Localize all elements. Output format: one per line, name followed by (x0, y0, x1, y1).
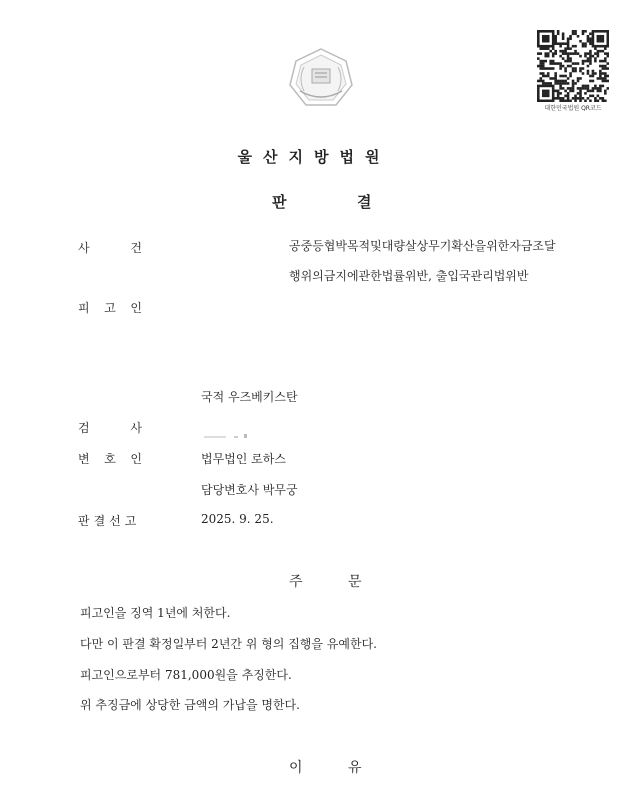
verdict-date-label: 판결선고 (78, 514, 141, 528)
defendant-nationality: 국적 우즈베키스탄 (201, 390, 298, 404)
case-value-line1: 공중등협박목적및대량살상무기확산을위한자금조달 (289, 239, 556, 253)
prosecutor-label: 검 사 (78, 421, 142, 435)
order-line: 위 추징금에 상당한 금액의 가납을 명한다. (80, 698, 300, 712)
court-name: 울산지방법원 (237, 148, 391, 166)
reason-heading-right: 유 (348, 760, 362, 776)
order-line: 피고인을 징역 1년에 처한다. (80, 606, 231, 620)
counsel-attorney: 담당변호사 박무궁 (201, 483, 298, 497)
order-heading-left: 주 (289, 574, 303, 590)
court-seal (286, 47, 356, 109)
counsel-firm: 법무법인 로하스 (201, 452, 286, 466)
order-line: 다만 이 판결 확정일부터 2년간 위 형의 집행을 유예한다. (80, 637, 377, 651)
qr-code (537, 30, 609, 102)
order-line: 피고인으로부터 781,000원을 추징한다. (80, 668, 292, 682)
doc-title-left: 판 (272, 193, 287, 211)
case-label: 사 건 (78, 241, 142, 255)
prosecutor-name-redacted (204, 426, 264, 432)
qr-caption: 대한민국법원 QR코드 (544, 105, 602, 112)
reason-heading-left: 이 (289, 760, 303, 776)
doc-title-right: 결 (357, 193, 372, 211)
verdict-date-value: 2025. 9. 25. (201, 512, 274, 526)
order-heading-right: 문 (348, 574, 362, 590)
counsel-label: 변 호 인 (78, 452, 142, 466)
case-value-line2: 행위의금지에관한법률위반, 출입국관리법위반 (289, 269, 529, 283)
defendant-label: 피 고 인 (78, 301, 142, 315)
